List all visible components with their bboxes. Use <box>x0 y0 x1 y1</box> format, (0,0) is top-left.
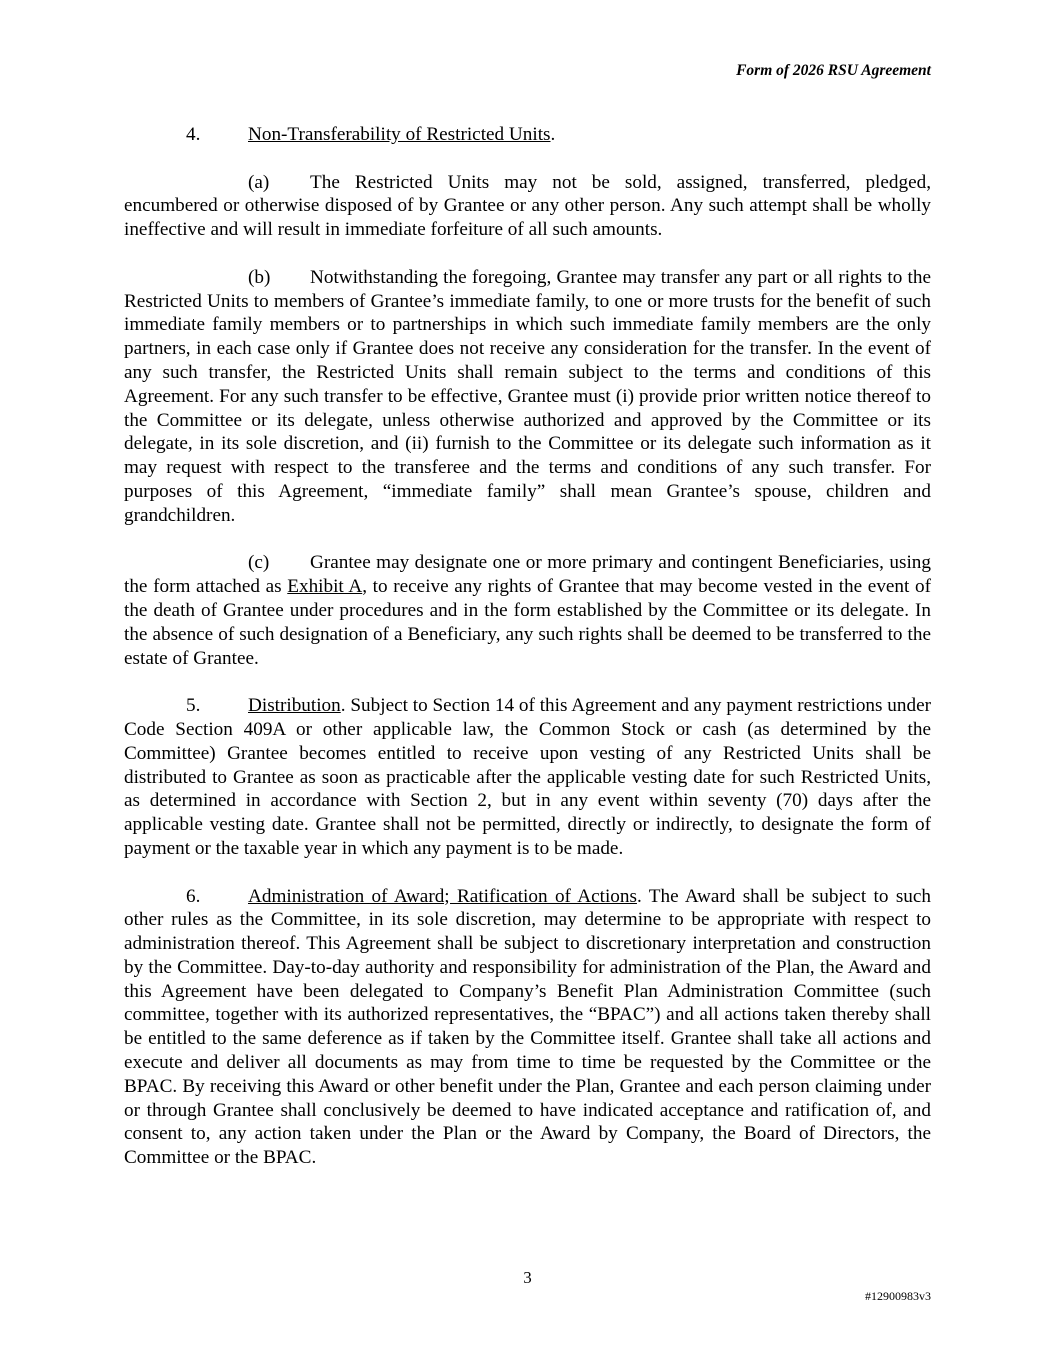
section-4b-text: Notwithstanding the foregoing, Grantee may transfer any part or all rights to the Restricted Units to members of Grantee’s immediate family, to one or more trusts for the benefit of such immediate family members or to partnerships in which such immediate family members are the only partners, in each case only if Grantee does not receive any consideration for the transfer. In the event of any such transfer, the Restricted Units shall remain subject to the terms and conditions of this Agreement. For any such transfer to be effective, Grantee must (i) provide prior written notice thereof to the Committee or its delegate, unless otherwise authorized and approved by the Committee or its delegate, in its sole discretion, and (ii) furnish to the Committee or its delegate such information as it may request with respect to the transferee and the terms and conditions of any such transfer. For purposes of this Agreement, “immediate family” shall mean Grantee’s spouse, children and grandchildren. <box>124 266 931 526</box>
section-6 <box>124 885 931 1171</box>
section-4-number: 4. <box>186 124 201 145</box>
section-5-text: . Subject to Section 14 of this Agreement and any payment restrictions under Code Section 409A or other applicable law, the Common Stock or cash (as determined by the Committee) Grantee becomes entitled to receive upon vesting of any Restricted Units shall be distributed to Grantee as soon as practicable after the applicable vesting date for such Restricted Units, as determined in accordance with Section 2, but in any event within seventy (70) days after the applicable vesting date. Grantee shall not be permitted, directly or indirectly, to designate the form of payment or the taxable year in which any payment is to be made. <box>124 695 931 859</box>
document-id: #12900983v3 <box>865 1289 931 1303</box>
section-4-title-end: . <box>550 124 556 145</box>
section-4c-text-before: Grantee may designate one or more primary and contingent Beneficiaries, using the form attached as <box>124 552 931 598</box>
section-4b-label: (b) <box>248 266 271 288</box>
section-6-title: Administration of Award; Ratification of Actions <box>248 885 637 907</box>
section-4b <box>124 266 931 528</box>
document-body <box>124 123 931 1194</box>
section-4a-label: (a) <box>248 171 270 193</box>
section-4c <box>124 551 931 670</box>
exhibit-a-reference: Exhibit A <box>287 576 363 598</box>
section-5-title: Distribution <box>248 695 341 717</box>
section-6-text: . The Award shall be subject to such other rules as the Committee, in its sole discretion, may determine to be appropriate with respect to administration thereof. This Agreement shall be subject to discretionary interpretation and construction by the Committee. Day-to-day authority and responsibility for administration of the Plan, the Award and this Agreement have been delegated to Company’s Benefit Plan Administration Committee (such committee, together with its authorized representatives, the “BPAC”) and all actions taken thereby shall be entitled to the same deference as if taken by the Committee itself. Grantee shall take all actions and execute and deliver all documents as may from time to time be requested by the Committee or the BPAC. By receiving this Award or other benefit under the Plan, Grantee and each person claiming under or through Grantee shall conclusively be deemed to have indicated acceptance and ratification of, and consent to, any action taken under the Plan or the Award by Company, the Board of Directors, the Committee or the BPAC. <box>124 885 931 1169</box>
section-4a-text: The Restricted Units may not be sold, assigned, transferred, pledged, encumbered or otherwise disposed of by Grantee or any other person. Any such attempt shall be wholly ineffective and will result in immediate forfeiture of all such amounts. <box>124 171 931 241</box>
page-number: 3 <box>523 1268 532 1287</box>
section-4c-label: (c) <box>248 552 270 574</box>
section-4-heading <box>124 123 931 147</box>
section-4-title: Non-Transferability of Restricted Units <box>248 124 551 145</box>
section-5 <box>124 694 931 861</box>
document-header: Form of 2026 RSU Agreement <box>736 62 931 79</box>
section-6-number: 6. <box>186 885 201 907</box>
section-5-number: 5. <box>186 695 201 717</box>
section-4c-text-after: , to receive any rights of Grantee that may become vested in the event of the death of Grantee under procedures and in the form established by the Committee or its delegate. In the absence of such designation of a Beneficiary, any such rights shall be deemed to be transferred to the estate of Grantee. <box>124 576 931 669</box>
section-4a <box>124 171 931 242</box>
